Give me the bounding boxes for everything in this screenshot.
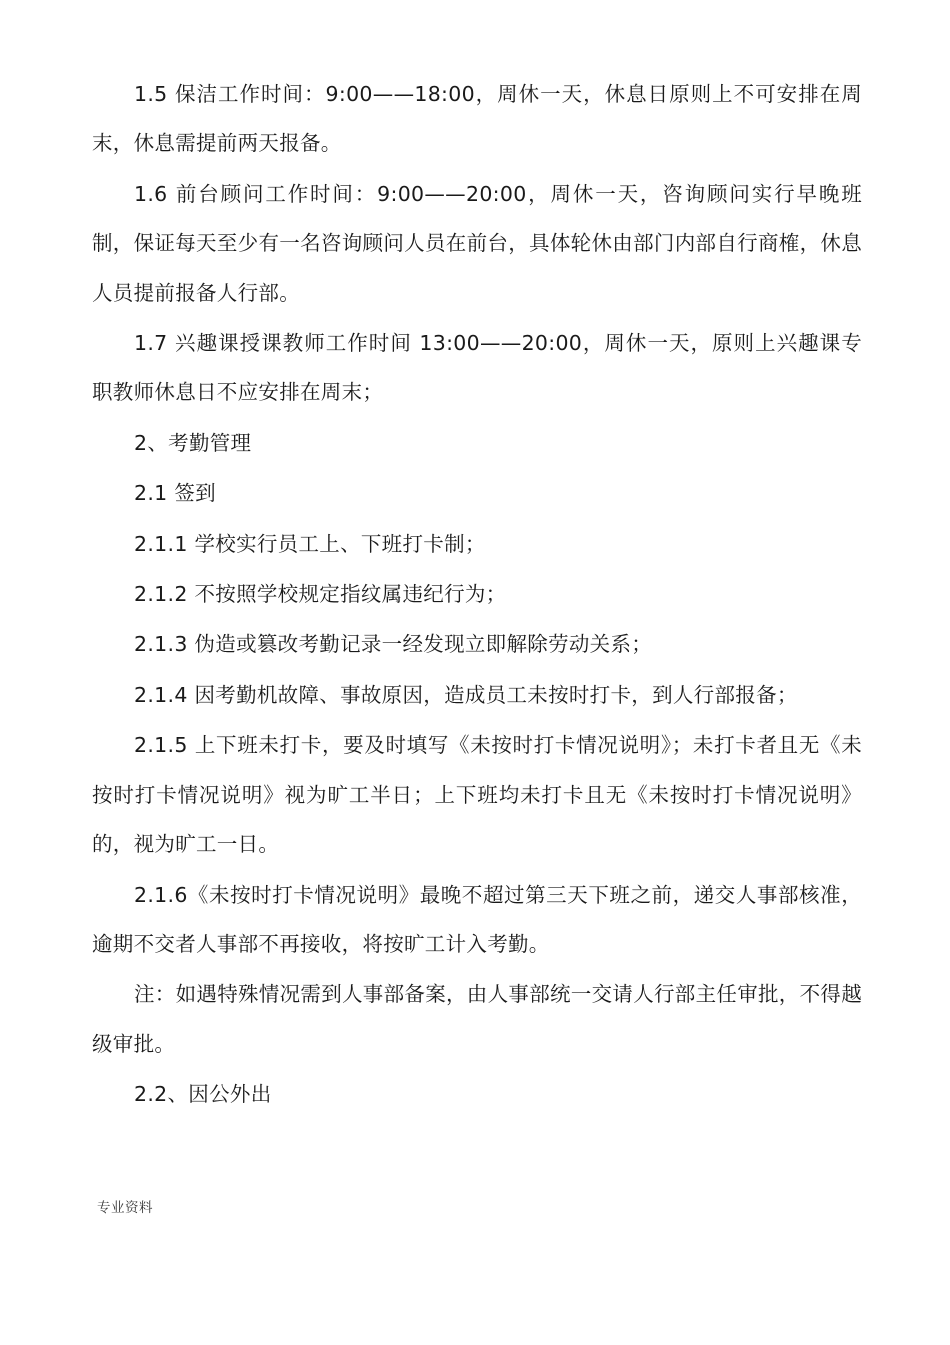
paragraph-2-1-1: 2.1.1 学校实行员工上、下班打卡制；: [134, 531, 486, 556]
paragraph-1-5-cleaning-hours: 1.5 保洁工作时间：9:00——18:00，周休一天，休息日原则上不可安排在周末，休息需提前两天报备。: [92, 82, 862, 156]
paragraph-1-7-teacher-hours: 1.7 兴趣课授课教师工作时间 13:00——20:00，周休一天，原则上兴趣课专职教师休息日不应安排在周末；: [92, 331, 862, 405]
paragraph-2-1-6: 2.1.6《未按时打卡情况说明》最晚不超过第三天下班之前，递交人事部核准，逾期不交者人事部不再接收，将按旷工计入考勤。: [92, 882, 862, 956]
subsection-heading-sign-in: 2.1 签到: [134, 481, 216, 506]
section-heading-attendance: 2、考勤管理: [134, 430, 252, 455]
subsection-heading-business-out: 2.2、因公外出: [134, 1082, 272, 1107]
paragraph-1-6-front-desk-hours: 1.6 前台顾问工作时间：9:00——20:00，周休一天，咨询顾问实行早晚班制，保证每天至少有一名咨询顾问人员在前台，具体轮休由部门内部自行商榷，休息人员提前报备人行部。: [92, 181, 862, 305]
note-paragraph: 注：如遇特殊情况需到人事部备案，由人事部统一交请人行部主任审批，不得越级审批。: [92, 982, 862, 1056]
paragraph-2-1-3: 2.1.3 伪造或篡改考勤记录一经发现立即解除劳动关系；: [134, 632, 653, 657]
paragraph-2-1-4: 2.1.4 因考勤机故障、事故原因，造成员工未按时打卡，到人行部报备；: [134, 682, 798, 707]
paragraph-2-1-5: 2.1.5 上下班未打卡，要及时填写《未按时打卡情况说明》；未打卡者且无《未按时打卡情况说明》视为旷工半日；上下班均未打卡且无《未按时打卡情况说明》的，视为旷工一日。: [92, 733, 862, 857]
document-body: [92, 70, 862, 1121]
paragraph-2-1-2: 2.1.2 不按照学校规定指纹属违纪行为；: [134, 582, 507, 607]
page-footer: 专业资料: [97, 1200, 153, 1216]
